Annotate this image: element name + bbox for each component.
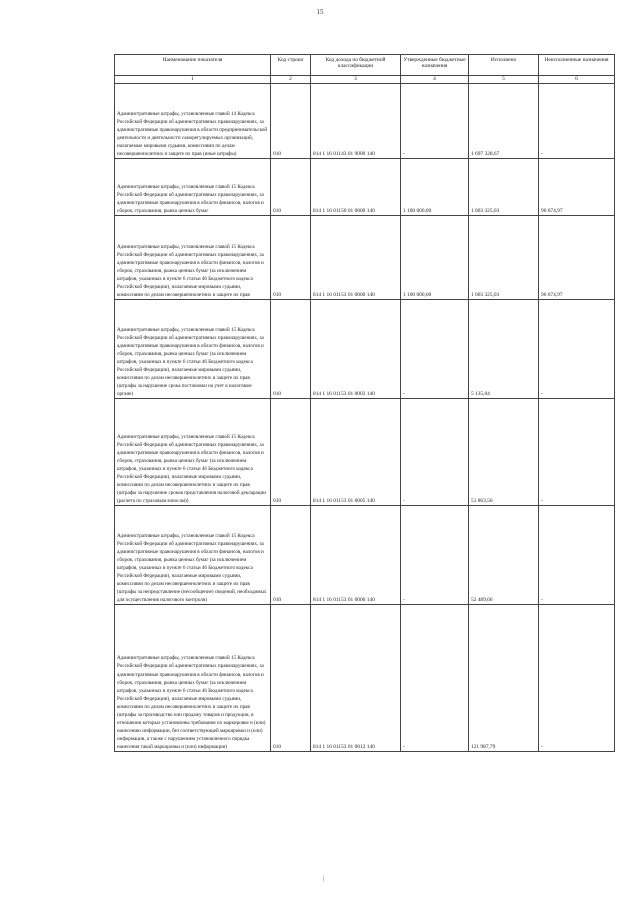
row-approved: - [401, 399, 469, 506]
row-name: Административные штрафы, установленные главой 15 Кодекса Российской Федерации об административных правонарушениях, за административные правонарушения в области финансов, налогов и сборов, страхования, рынка ценных бумаг (за исключением штрафов, указанных в пункте 6 статьи 46 Бюджетного кодекса Российской Федерации), налагаемые мировыми судьями, комиссиями по делам несовершеннолетних и защите их прав (штрафы за нарушение сроков представления налоговой декларации (расчета по страховым взносам)) [115, 399, 271, 506]
row-approved: 1 100 000,00 [401, 159, 469, 216]
table-body [115, 84, 615, 752]
row-approved: - [401, 300, 469, 399]
column-number-row [115, 76, 615, 84]
table-row [115, 84, 615, 159]
row-unexecuted: - [539, 506, 615, 605]
row-name: Административные штрафы, установленные главой 15 Кодекса Российской Федерации об административных правонарушениях, за административные правонарушения в области финансов, налогов и сборов, страхования, рынка ценных бумаг (за исключением штрафов, указанных в пункте 6 статьи 46 Бюджетного кодекса Российской Федерации), налагаемые мировыми судьями, комиссиями по делам несовершеннолетних и защите их прав [115, 216, 271, 300]
row-line-code: 010 [271, 300, 311, 399]
column-number: 5 [469, 76, 539, 84]
column-number: 1 [115, 76, 271, 84]
row-unexecuted: - [539, 84, 615, 159]
table-row [115, 399, 615, 506]
row-name: Административные штрафы, установленные главой 15 Кодекса Российской Федерации об административных правонарушениях, за административные правонарушения в области финансов, налогов и сборов, страхования, рынка ценных бумаг (за исключением штрафов, указанных в пункте 6 статьи 46 Бюджетного кодекса Российской Федерации), налагаемые мировыми судьями, комиссиями по делам несовершеннолетних и защите их прав (штрафы за непредставление (несообщение) сведений, необходимых для осуществления налогового контроля) [115, 506, 271, 605]
header-executed: Исполнено [469, 55, 539, 76]
header-approved: Утвержденные бюджетные назначения [401, 55, 469, 76]
row-executed: 51 863,56 [469, 399, 539, 506]
row-executed: 121 987,79 [469, 605, 539, 752]
row-unexecuted: 96 674,97 [539, 216, 615, 300]
row-line-code: 010 [271, 216, 311, 300]
row-unexecuted: 96 674,97 [539, 159, 615, 216]
table-row [115, 216, 615, 300]
row-line-code: 010 [271, 399, 311, 506]
row-income-code: 814 1 16 01153 01 0003 140 [311, 300, 401, 399]
column-number: 6 [539, 76, 615, 84]
row-executed: 5 135,04 [469, 300, 539, 399]
row-approved: 1 100 000,00 [401, 216, 469, 300]
table-row [115, 506, 615, 605]
row-name: Административные штрафы, установленные главой 14 Кодекса Российской Федерации об административных правонарушениях, за административные правонарушения в области предпринимательской деятельности и деятельности саморегулируемых организаций, налагаемые мировыми судьями, комиссиями по делам несовершеннолетних и защите их прав (иные штрафы) [115, 84, 271, 159]
revenue-execution-table [114, 54, 615, 752]
header-unexecuted: Неисполненные назначения [539, 55, 615, 76]
row-income-code: 814 1 16 01153 01 0006 140 [311, 506, 401, 605]
footer-mark: | [323, 876, 325, 882]
row-income-code: 814 1 16 01150 01 0000 140 [311, 159, 401, 216]
column-number: 2 [271, 76, 311, 84]
row-unexecuted: - [539, 605, 615, 752]
row-executed: 1 003 325,03 [469, 159, 539, 216]
row-approved: - [401, 84, 469, 159]
row-name: Административные штрафы, установленные главой 15 Кодекса Российской Федерации об административных правонарушениях, за административные правонарушения в области финансов, налогов и сборов, страхования, рынка ценных бумаг (за исключением штрафов, указанных в пункте 6 статьи 46 Бюджетного кодекса Российской Федерации), налагаемые мировыми судьями, комиссиями по делам несовершеннолетних и защите их прав (штрафы за производство или продажу товаров и продукции, в отношении которых установлены требования по маркировке и (или) нанесению информации, без соответствующей маркировки и (или) информации, а также с нарушением установленного порядка нанесения такой маркировки и (или) информации) [115, 605, 271, 752]
row-line-code: 010 [271, 84, 311, 159]
row-income-code: 814 1 16 01153 01 0000 140 [311, 216, 401, 300]
header-name: Наименование показателя [115, 55, 271, 76]
row-unexecuted: - [539, 300, 615, 399]
row-unexecuted: - [539, 399, 615, 506]
header-line-code: Код строки [271, 55, 311, 76]
table-header-row [115, 55, 615, 76]
column-number: 3 [311, 76, 401, 84]
row-line-code: 010 [271, 506, 311, 605]
row-executed: 52 489,66 [469, 506, 539, 605]
row-income-code: 814 1 16 01153 01 0012 140 [311, 605, 401, 752]
header-income-code: Код дохода по бюджетной классификации [311, 55, 401, 76]
table-row [115, 300, 615, 399]
page-number: 15 [316, 8, 324, 16]
row-income-code: 814 1 16 01143 01 9000 140 [311, 84, 401, 159]
row-approved: - [401, 605, 469, 752]
row-line-code: 010 [271, 159, 311, 216]
column-number: 4 [401, 76, 469, 84]
row-approved: - [401, 506, 469, 605]
row-executed: 1 697 328,67 [469, 84, 539, 159]
table-row [115, 605, 615, 752]
table-row [115, 159, 615, 216]
row-name: Административные штрафы, установленные главой 15 Кодекса Российской Федерации об административных правонарушениях, за административные правонарушения в области финансов, налогов и сборов, страхования, рынка ценных бумаг (за исключением штрафов, указанных в пункте 6 статьи 46 Бюджетного кодекса Российской Федерации), налагаемые мировыми судьями, комиссиями по делам несовершеннолетних и защите их прав (штрафы за нарушение срока постановки на учет в налоговом органе) [115, 300, 271, 399]
row-income-code: 814 1 16 01153 01 0005 140 [311, 399, 401, 506]
row-name: Административные штрафы, установленные главой 15 Кодекса Российской Федерации об административных правонарушениях, за административные правонарушения в области финансов, налогов и сборов, страхования, рынка ценных бумаг [115, 159, 271, 216]
row-executed: 1 003 325,03 [469, 216, 539, 300]
row-line-code: 010 [271, 605, 311, 752]
